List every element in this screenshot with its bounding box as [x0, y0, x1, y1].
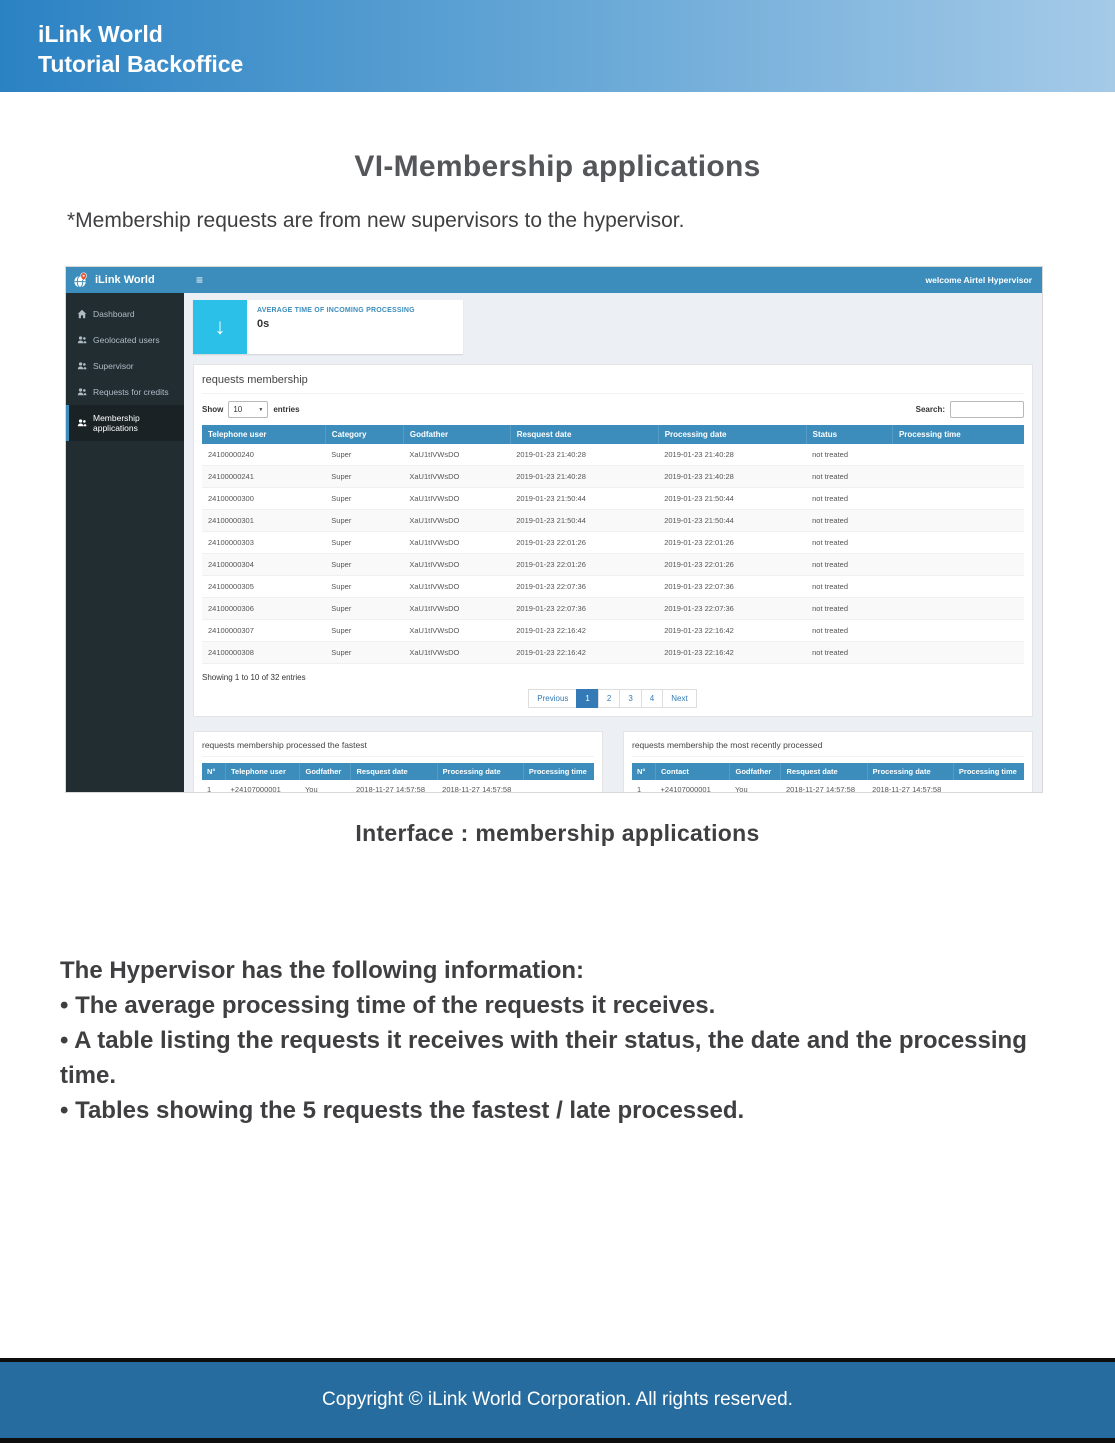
app-topbar-main: [184, 267, 1042, 293]
ilink-logo-icon: [72, 272, 89, 289]
document-header: [0, 0, 1115, 92]
table-cell: XaU1tIVWsDO: [403, 488, 510, 510]
pagination-next[interactable]: Next: [662, 689, 696, 708]
recently-processed-table: [632, 763, 1024, 792]
average-time-card: [193, 300, 463, 354]
app-screenshot: [65, 266, 1043, 793]
app-brand-label: iLink World: [95, 274, 155, 286]
document-header-line1: iLink World: [38, 21, 163, 47]
table-cell: You: [300, 780, 351, 792]
table-cell: You: [730, 780, 781, 792]
body-intro: The Hypervisor has the following information:: [60, 957, 585, 984]
show-entries-select[interactable]: [228, 401, 268, 418]
table-cell: 1: [632, 780, 656, 792]
table-cell: 2018-11-27 14:57:58: [351, 780, 437, 792]
sidebar-item-dashboard[interactable]: [66, 301, 184, 327]
table-cell: Super: [325, 444, 403, 466]
search-group: [916, 401, 1024, 418]
fastest-processed-card: [193, 731, 603, 792]
table-row: [632, 780, 1024, 792]
sidebar-item-label: Membership applications: [93, 413, 140, 433]
table-header-row: [202, 763, 594, 780]
table-cell: XaU1tIVWsDO: [403, 444, 510, 466]
fastest-processed-table: [202, 763, 594, 792]
column-header[interactable]: Processing date: [658, 425, 806, 444]
table-cell: Super: [325, 554, 403, 576]
table-cell: not treated: [806, 598, 892, 620]
column-header[interactable]: Godfather: [403, 425, 510, 444]
table-cell: [892, 466, 1024, 488]
average-time-text: [247, 300, 425, 354]
table-cell: [892, 532, 1024, 554]
table-cell: XaU1tIVWsDO: [403, 642, 510, 664]
users-icon: [77, 418, 87, 428]
table-row: [202, 598, 1024, 620]
document-header-line2: Tutorial Backoffice: [38, 51, 244, 77]
entries-label: entries: [273, 405, 300, 414]
sidebar-item-label: Dashboard: [93, 309, 135, 319]
table-cell: 2019-01-23 21:40:28: [658, 466, 806, 488]
column-header[interactable]: Processing time: [892, 425, 1024, 444]
table-cell: 2019-01-23 21:40:28: [510, 466, 658, 488]
users-icon: [77, 387, 87, 397]
table-cell: Super: [325, 488, 403, 510]
column-header[interactable]: N°: [632, 763, 656, 780]
table-cell: not treated: [806, 576, 892, 598]
table-cell: 24100000301: [202, 510, 325, 532]
column-header[interactable]: Processing date: [867, 763, 953, 780]
table-cell: Super: [325, 510, 403, 532]
sidebar-item-supervisor[interactable]: [66, 353, 184, 379]
table-cell: not treated: [806, 620, 892, 642]
table-cell: 2019-01-23 21:50:44: [510, 488, 658, 510]
table-cell: 2019-01-23 22:07:36: [658, 576, 806, 598]
search-label: Search:: [915, 405, 945, 414]
table-cell: XaU1tIVWsDO: [403, 510, 510, 532]
table-cell: 24100000305: [202, 576, 325, 598]
app-content: [184, 293, 1042, 792]
table-cell: XaU1tIVWsDO: [403, 620, 510, 642]
table-controls: [202, 401, 1024, 418]
table-cell: 2019-01-23 22:01:26: [658, 532, 806, 554]
table-cell: 2018-11-27 14:57:58: [437, 780, 523, 792]
table-row: [202, 642, 1024, 664]
fastest-processed-title: requests membership processed the fastest: [202, 738, 594, 757]
welcome-text: welcome Airtel Hypervisor: [925, 275, 1032, 285]
recently-processed-title: requests membership the most recently processed: [632, 738, 1024, 757]
requests-membership-title: requests membership: [202, 372, 1024, 394]
table-cell: not treated: [806, 642, 892, 664]
sidebar-item-label: Supervisor: [93, 361, 134, 371]
table-footer: [202, 673, 1024, 708]
table-cell: [892, 444, 1024, 466]
users-icon: [77, 335, 87, 345]
table-cell: Super: [325, 642, 403, 664]
table-cell: 2019-01-23 22:16:42: [510, 642, 658, 664]
body-bullet: • Tables showing the 5 requests the fastest / late processed.: [60, 1097, 745, 1124]
column-header[interactable]: Contact: [656, 763, 730, 780]
recently-processed-card: [623, 731, 1033, 792]
table-cell: not treated: [806, 466, 892, 488]
table-cell: 24100000240: [202, 444, 325, 466]
pagination-previous[interactable]: Previous: [528, 689, 577, 708]
body-bullet: • A table listing the requests it receives with their status, the date and the processing time.: [60, 1027, 1027, 1089]
table-cell: 2019-01-23 22:07:36: [658, 598, 806, 620]
body-text: [60, 953, 1070, 1128]
table-cell: Super: [325, 620, 403, 642]
table-cell: 2019-01-23 21:40:28: [658, 444, 806, 466]
sidebar-item-label: Requests for credits: [93, 387, 169, 397]
table-cell: Super: [325, 598, 403, 620]
pagination-page-2[interactable]: 2: [598, 689, 620, 708]
show-label: Show: [202, 405, 224, 414]
page-subtitle: *Membership requests are from new supervisors to the hypervisor.: [67, 209, 685, 232]
table-cell: XaU1tIVWsDO: [403, 554, 510, 576]
menu-icon[interactable]: ≡: [196, 273, 204, 287]
table-header-row: [632, 763, 1024, 780]
table-row: [202, 576, 1024, 598]
app-body: [66, 293, 1042, 792]
column-header[interactable]: N°: [202, 763, 226, 780]
bottom-tables-row: [193, 731, 1033, 792]
table-cell: [892, 576, 1024, 598]
table-cell: XaU1tIVWsDO: [403, 598, 510, 620]
table-cell: not treated: [806, 532, 892, 554]
figure-caption: Interface : membership applications: [355, 820, 760, 846]
average-time-label: AVERAGE TIME OF INCOMING PROCESSING: [257, 307, 415, 314]
copyright-text: Copyright © iLink World Corporation. All rights reserved.: [322, 1389, 793, 1410]
sidebar-item-requests-for-credits[interactable]: [66, 379, 184, 405]
table-cell: 24100000303: [202, 532, 325, 554]
sidebar-item-label: Geolocated users: [93, 335, 160, 345]
column-header[interactable]: Resquest date: [510, 425, 658, 444]
sidebar-item-membership-applications[interactable]: [66, 405, 184, 441]
table-cell: [892, 488, 1024, 510]
table-cell: Super: [325, 466, 403, 488]
table-row: [202, 780, 594, 792]
column-header[interactable]: Processing date: [437, 763, 523, 780]
page-title: VI-Membership applications: [354, 150, 761, 183]
table-cell: [892, 554, 1024, 576]
table-row: [202, 532, 1024, 554]
table-cell: 2018-11-27 14:57:58: [867, 780, 953, 792]
table-row: [202, 466, 1024, 488]
table-cell: 1: [202, 780, 226, 792]
table-cell: XaU1tIVWsDO: [403, 532, 510, 554]
column-header[interactable]: Resquest date: [351, 763, 437, 780]
table-cell: [523, 780, 594, 792]
show-entries-group: [202, 401, 300, 418]
column-header[interactable]: Godfather: [300, 763, 351, 780]
table-cell: 2019-01-23 22:16:42: [658, 620, 806, 642]
table-cell: Super: [325, 532, 403, 554]
pagination: [202, 689, 1024, 708]
pagination-page-1[interactable]: 1: [576, 689, 598, 708]
table-cell: +24107000001: [226, 780, 300, 792]
table-cell: [892, 642, 1024, 664]
table-cell: 24100000241: [202, 466, 325, 488]
table-cell: 2019-01-23 22:07:36: [510, 576, 658, 598]
column-header[interactable]: Godfather: [730, 763, 781, 780]
column-header[interactable]: Processing time: [953, 763, 1024, 780]
download-arrow-icon: ↓: [193, 300, 247, 354]
table-cell: 2019-01-23 21:40:28: [510, 444, 658, 466]
requests-membership-table: [202, 425, 1024, 664]
table-cell: not treated: [806, 554, 892, 576]
table-cell: 24100000306: [202, 598, 325, 620]
requests-membership-card: [193, 364, 1033, 717]
table-cell: 24100000304: [202, 554, 325, 576]
table-row: [202, 620, 1024, 642]
column-header[interactable]: Processing time: [523, 763, 594, 780]
table-cell: not treated: [806, 488, 892, 510]
column-header[interactable]: Resquest date: [781, 763, 867, 780]
home-icon: [77, 309, 87, 319]
table-cell: XaU1tIVWsDO: [403, 576, 510, 598]
column-header[interactable]: Category: [325, 425, 403, 444]
table-cell: [953, 780, 1024, 792]
table-row: [202, 554, 1024, 576]
table-cell: 2019-01-23 22:07:36: [510, 598, 658, 620]
table-cell: XaU1tIVWsDO: [403, 466, 510, 488]
table-cell: +24107000001: [656, 780, 730, 792]
table-cell: [892, 598, 1024, 620]
table-cell: not treated: [806, 444, 892, 466]
app-brand[interactable]: [66, 267, 184, 293]
table-cell: [892, 620, 1024, 642]
table-cell: 24100000300: [202, 488, 325, 510]
pagination-page-3[interactable]: 3: [619, 689, 641, 708]
pagination-page-4[interactable]: 4: [641, 689, 663, 708]
table-row: [202, 510, 1024, 532]
table-row: [202, 488, 1024, 510]
column-header[interactable]: Status: [806, 425, 892, 444]
app-topbar: [66, 267, 1042, 293]
table-cell: 2019-01-23 21:50:44: [658, 510, 806, 532]
table-header-row: [202, 425, 1024, 444]
table-cell: 2019-01-23 22:16:42: [658, 642, 806, 664]
table-cell: Super: [325, 576, 403, 598]
search-input[interactable]: [950, 401, 1024, 418]
sidebar-item-geolocated-users[interactable]: [66, 327, 184, 353]
entries-summary: Showing 1 to 10 of 32 entries: [202, 673, 306, 682]
table-cell: 2019-01-23 22:16:42: [510, 620, 658, 642]
body-bullet: • The average processing time of the requests it receives.: [60, 992, 716, 1019]
users-icon: [77, 361, 87, 371]
table-cell: [892, 510, 1024, 532]
table-row: [202, 444, 1024, 466]
show-entries-value: 10: [233, 405, 243, 414]
table-cell: 2018-11-27 14:57:58: [781, 780, 867, 792]
sidebar: [66, 293, 184, 792]
table-cell: 24100000308: [202, 642, 325, 664]
document-footer: [0, 1358, 1115, 1443]
table-cell: 2019-01-23 22:01:26: [510, 532, 658, 554]
table-cell: 2019-01-23 22:01:26: [510, 554, 658, 576]
table-cell: 2019-01-23 21:50:44: [510, 510, 658, 532]
table-cell: 24100000307: [202, 620, 325, 642]
column-header[interactable]: Telephone user: [226, 763, 300, 780]
average-time-value: 0s: [257, 318, 270, 330]
table-cell: 2019-01-23 21:50:44: [658, 488, 806, 510]
table-cell: 2019-01-23 22:01:26: [658, 554, 806, 576]
chevron-down-icon: ▼: [258, 406, 264, 413]
column-header[interactable]: Telephone user: [202, 425, 325, 444]
table-cell: not treated: [806, 510, 892, 532]
